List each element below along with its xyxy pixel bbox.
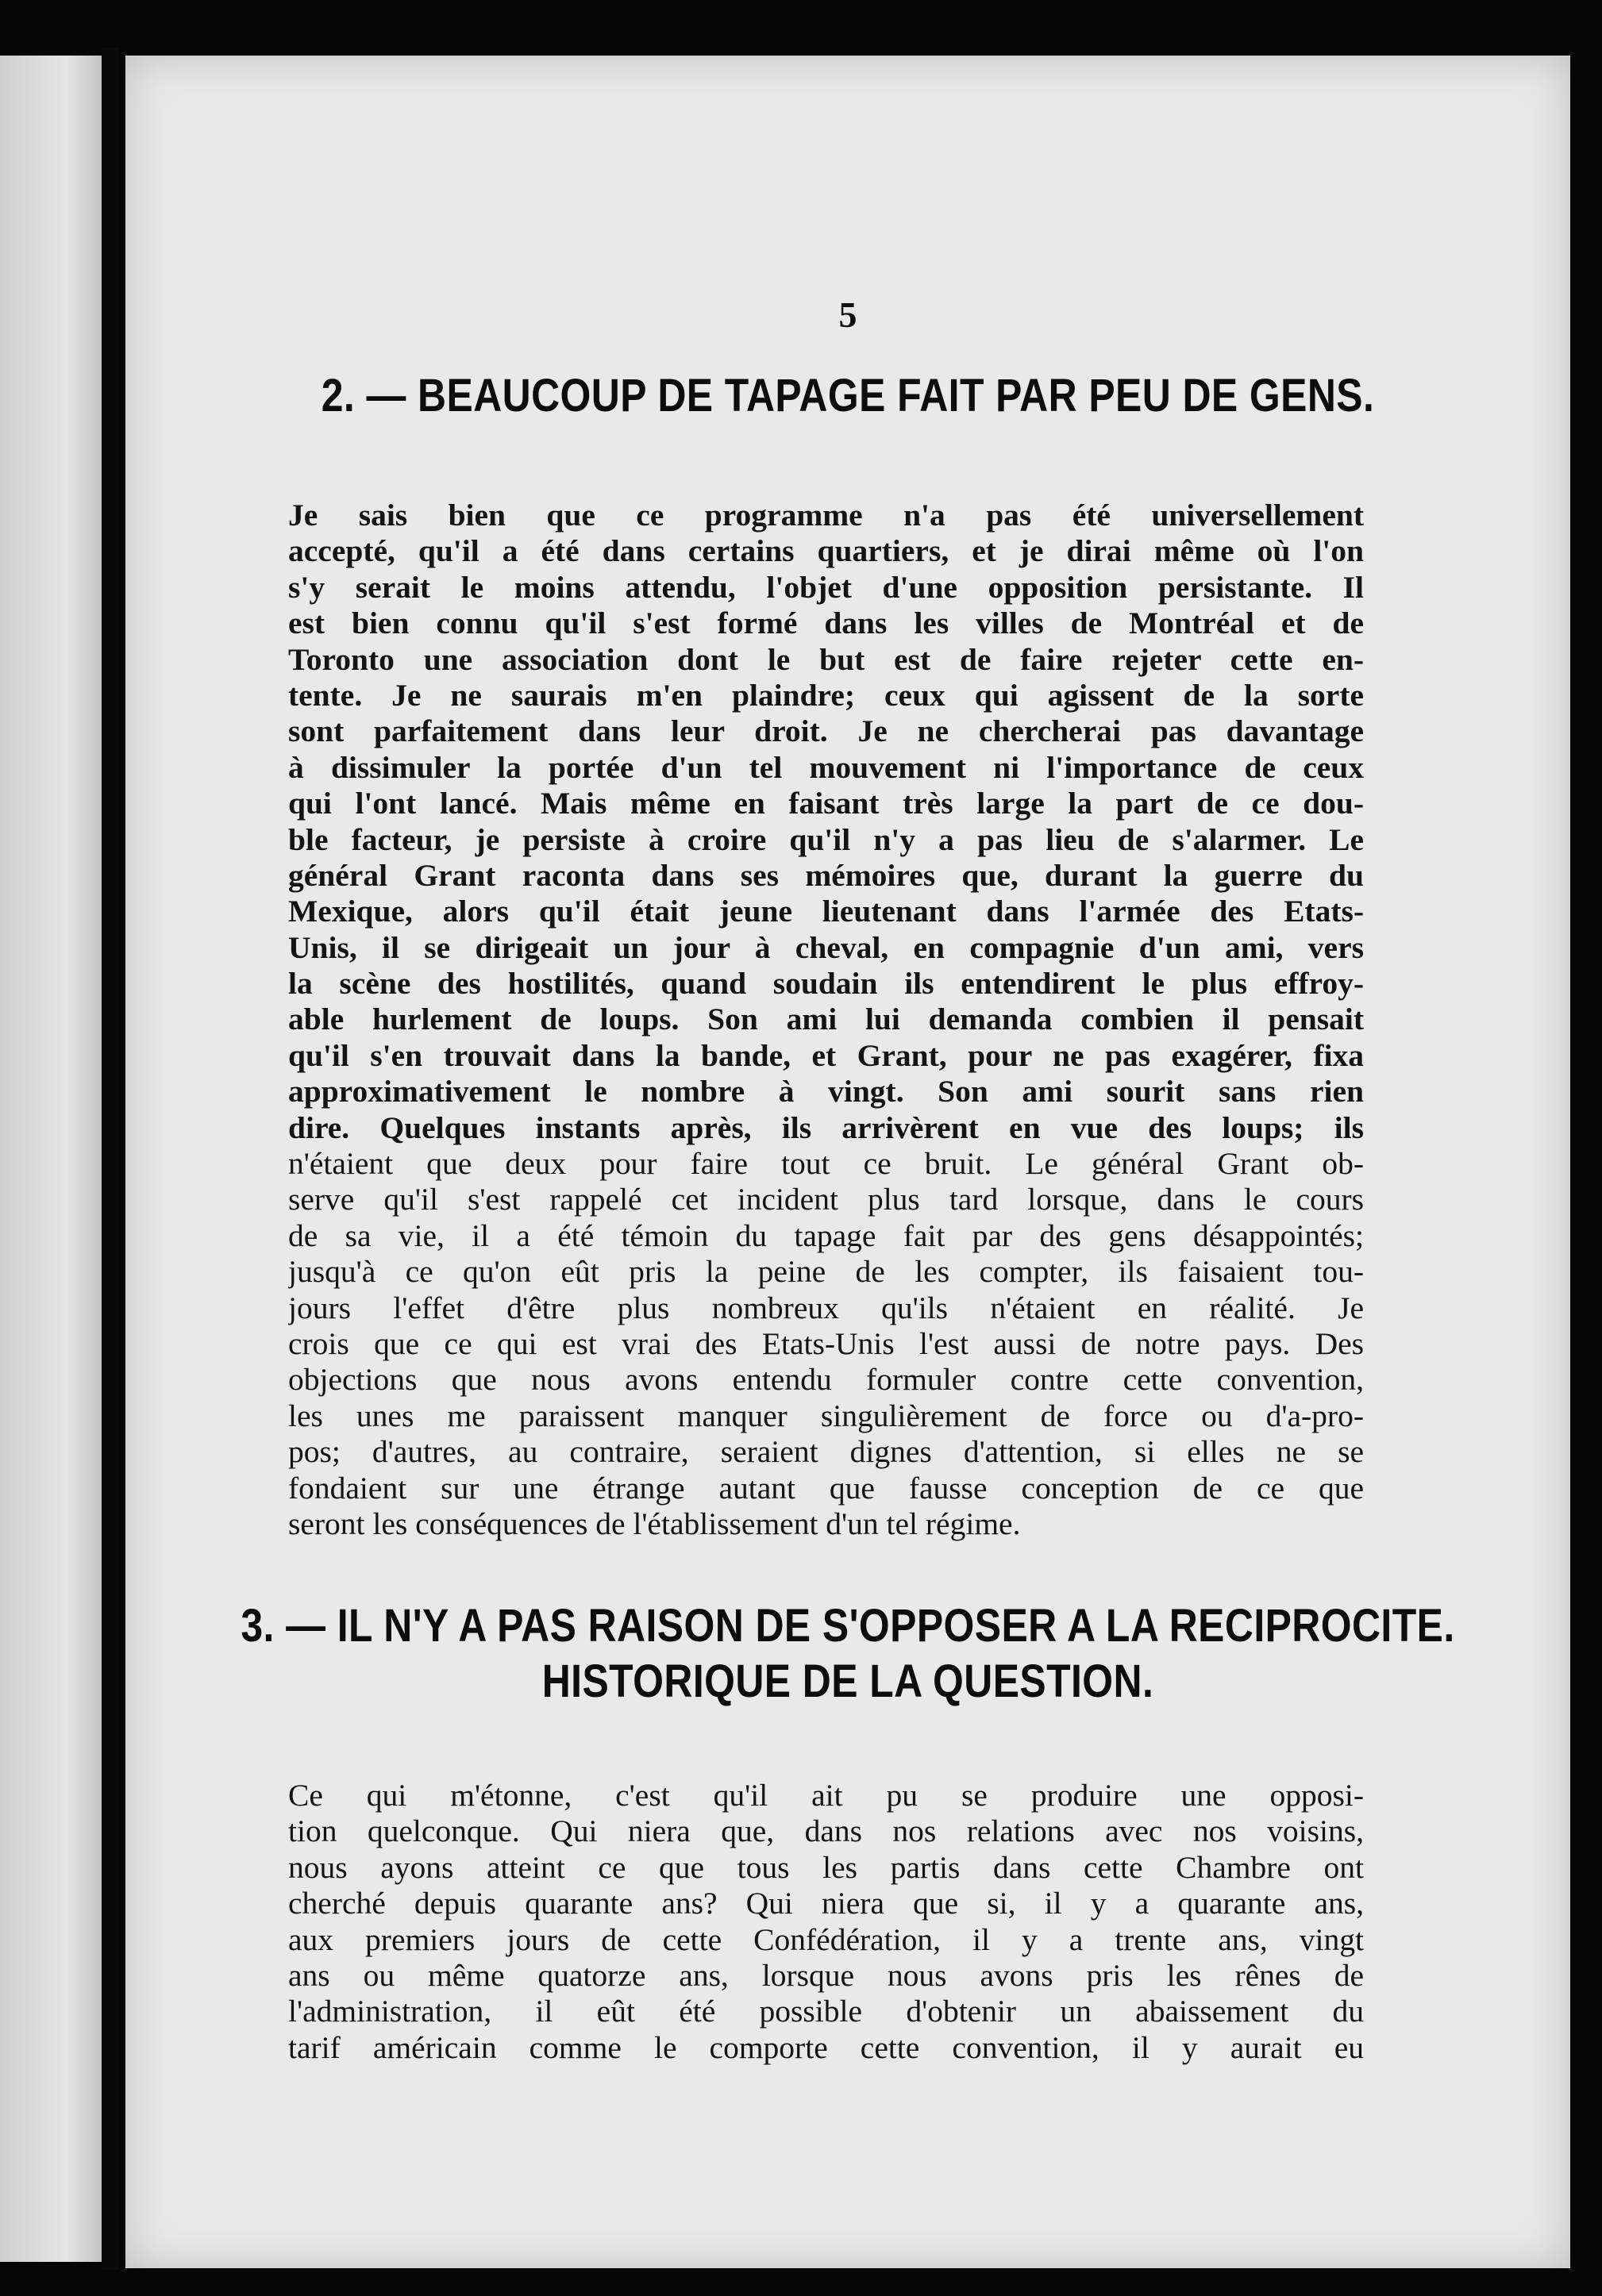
section-2-heading: 2. — BEAUCOUP DE TAPAGE FAIT PAR PEU DE GENS. (321, 370, 1375, 421)
text-line: est bien connu qu'il s'est formé dans les villes de Montréal et de (288, 606, 1364, 641)
text-line: tion quelconque. Qui niera que, dans nos relations avec nos voisins, (288, 1813, 1364, 1849)
text-line: jours l'effet d'être plus nombreux qu'ils n'étaient en réalité. Je (288, 1290, 1364, 1325)
text-line: crois que ce qui est vrai des Etats-Unis l'est aussi de notre pays. Des (288, 1325, 1364, 1361)
text-line: tarif américain comme le comporte cette convention, il y aurait eu (288, 2029, 1364, 2065)
text-line: n'étaient que deux pour faire tout ce bruit. Le général Grant ob- (288, 1146, 1364, 1182)
document-page (125, 56, 1570, 2270)
text-line: approximativement le nombre à vingt. Son ami sourit sans rien (288, 1074, 1364, 1110)
text-line: objections que nous avons entendu formuler contre cette convention, (288, 1362, 1364, 1398)
bottom-scan-edge (119, 2268, 1596, 2296)
section-3-heading-line-1: 3. — IL N'Y A PAS RAISON DE S'OPPOSER A LA RECIPROCITE. (241, 1600, 1455, 1652)
text-line: l'administration, il eût été possible d'obtenir un abaissement du (288, 1994, 1364, 2029)
text-line: dire. Quelques instants après, ils arrivèrent en vue des loups; ils (288, 1110, 1364, 1145)
text-line: serve qu'il s'est rappelé cet incident plus tard lorsque, dans le cours (288, 1182, 1364, 1217)
text-line: Ce qui m'étonne, c'est qu'il ait pu se produire une opposi- (288, 1778, 1364, 1813)
text-line: able hurlement de loups. Son ami lui demanda combien il pensait (288, 1002, 1364, 1037)
previous-page-edge (0, 56, 110, 2262)
text-line: à dissimuler la portée d'un tel mouvement ni l'importance de ceux (288, 749, 1364, 785)
text-line: seront les conséquences de l'établissement d'un tel régime. (288, 1506, 1021, 1541)
text-line: cherché depuis quarante ans? Qui niera que si, il y a quarante ans, (288, 1886, 1364, 1921)
section-3-paragraph (288, 1778, 1364, 2066)
text-line: nous ayons atteint ce que tous les partis dans cette Chambre ont (288, 1849, 1364, 1885)
text-line: Je sais bien que ce programme n'a pas été universellement (288, 498, 1364, 533)
page-gutter-shadow (102, 48, 119, 2270)
text-line: les unes me paraissent manquer singulièrement de force ou d'a-pro- (288, 1398, 1364, 1433)
text-line: Mexique, alors qu'il était jeune lieutenant dans l'armée des Etats- (288, 894, 1364, 929)
text-line: de sa vie, il a été témoin du tapage fait par des gens désappointés; (288, 1217, 1364, 1253)
text-line: jusqu'à ce qu'on eût pris la peine de les compter, ils faisaient tou- (288, 1254, 1364, 1290)
text-line: général Grant raconta dans ses mémoires que, durant la guerre du (288, 857, 1364, 893)
text-line: la scène des hostilités, quand soudain ils entendirent le plus effroy- (288, 966, 1364, 1002)
text-line: Toronto une association dont le but est de faire rejeter cette en- (288, 641, 1364, 677)
text-line: s'y serait le moins attendu, l'objet d'une opposition persistante. Il (288, 569, 1364, 605)
text-line: qu'il s'en trouvait dans la bande, et Grant, pour ne pas exagérer, fixa (288, 1037, 1364, 1073)
section-3-heading-line-2: HISTORIQUE DE LA QUESTION. (541, 1656, 1154, 1707)
text-line: tente. Je ne saurais m'en plaindre; ceux qui agissent de la sorte (288, 677, 1364, 713)
text-line: qui l'ont lancé. Mais même en faisant très large la part de ce dou- (288, 786, 1364, 821)
text-line: accepté, qu'il a été dans certains quartiers, et je dirai même où l'on (288, 533, 1364, 569)
page-number: 5 (838, 294, 857, 335)
text-line: ans ou même quatorze ans, lorsque nous avons pris les rênes de (288, 1957, 1364, 1993)
text-line: fondaient sur une étrange autant que fausse conception de ce que (288, 1470, 1364, 1506)
text-line: Unis, il se dirigeait un jour à cheval, en compagnie d'un ami, vers (288, 929, 1364, 965)
text-line: aux premiers jours de cette Confédération, il y a trente ans, vingt (288, 1921, 1364, 1957)
text-line: pos; d'autres, au contraire, seraient dignes d'attention, si elles ne se (288, 1434, 1364, 1470)
section-2-paragraph (288, 498, 1364, 1542)
text-line: sont parfaitement dans leur droit. Je ne chercherai pas davantage (288, 713, 1364, 749)
text-line: ble facteur, je persiste à croire qu'il n'y a pas lieu de s'alarmer. Le (288, 821, 1364, 857)
